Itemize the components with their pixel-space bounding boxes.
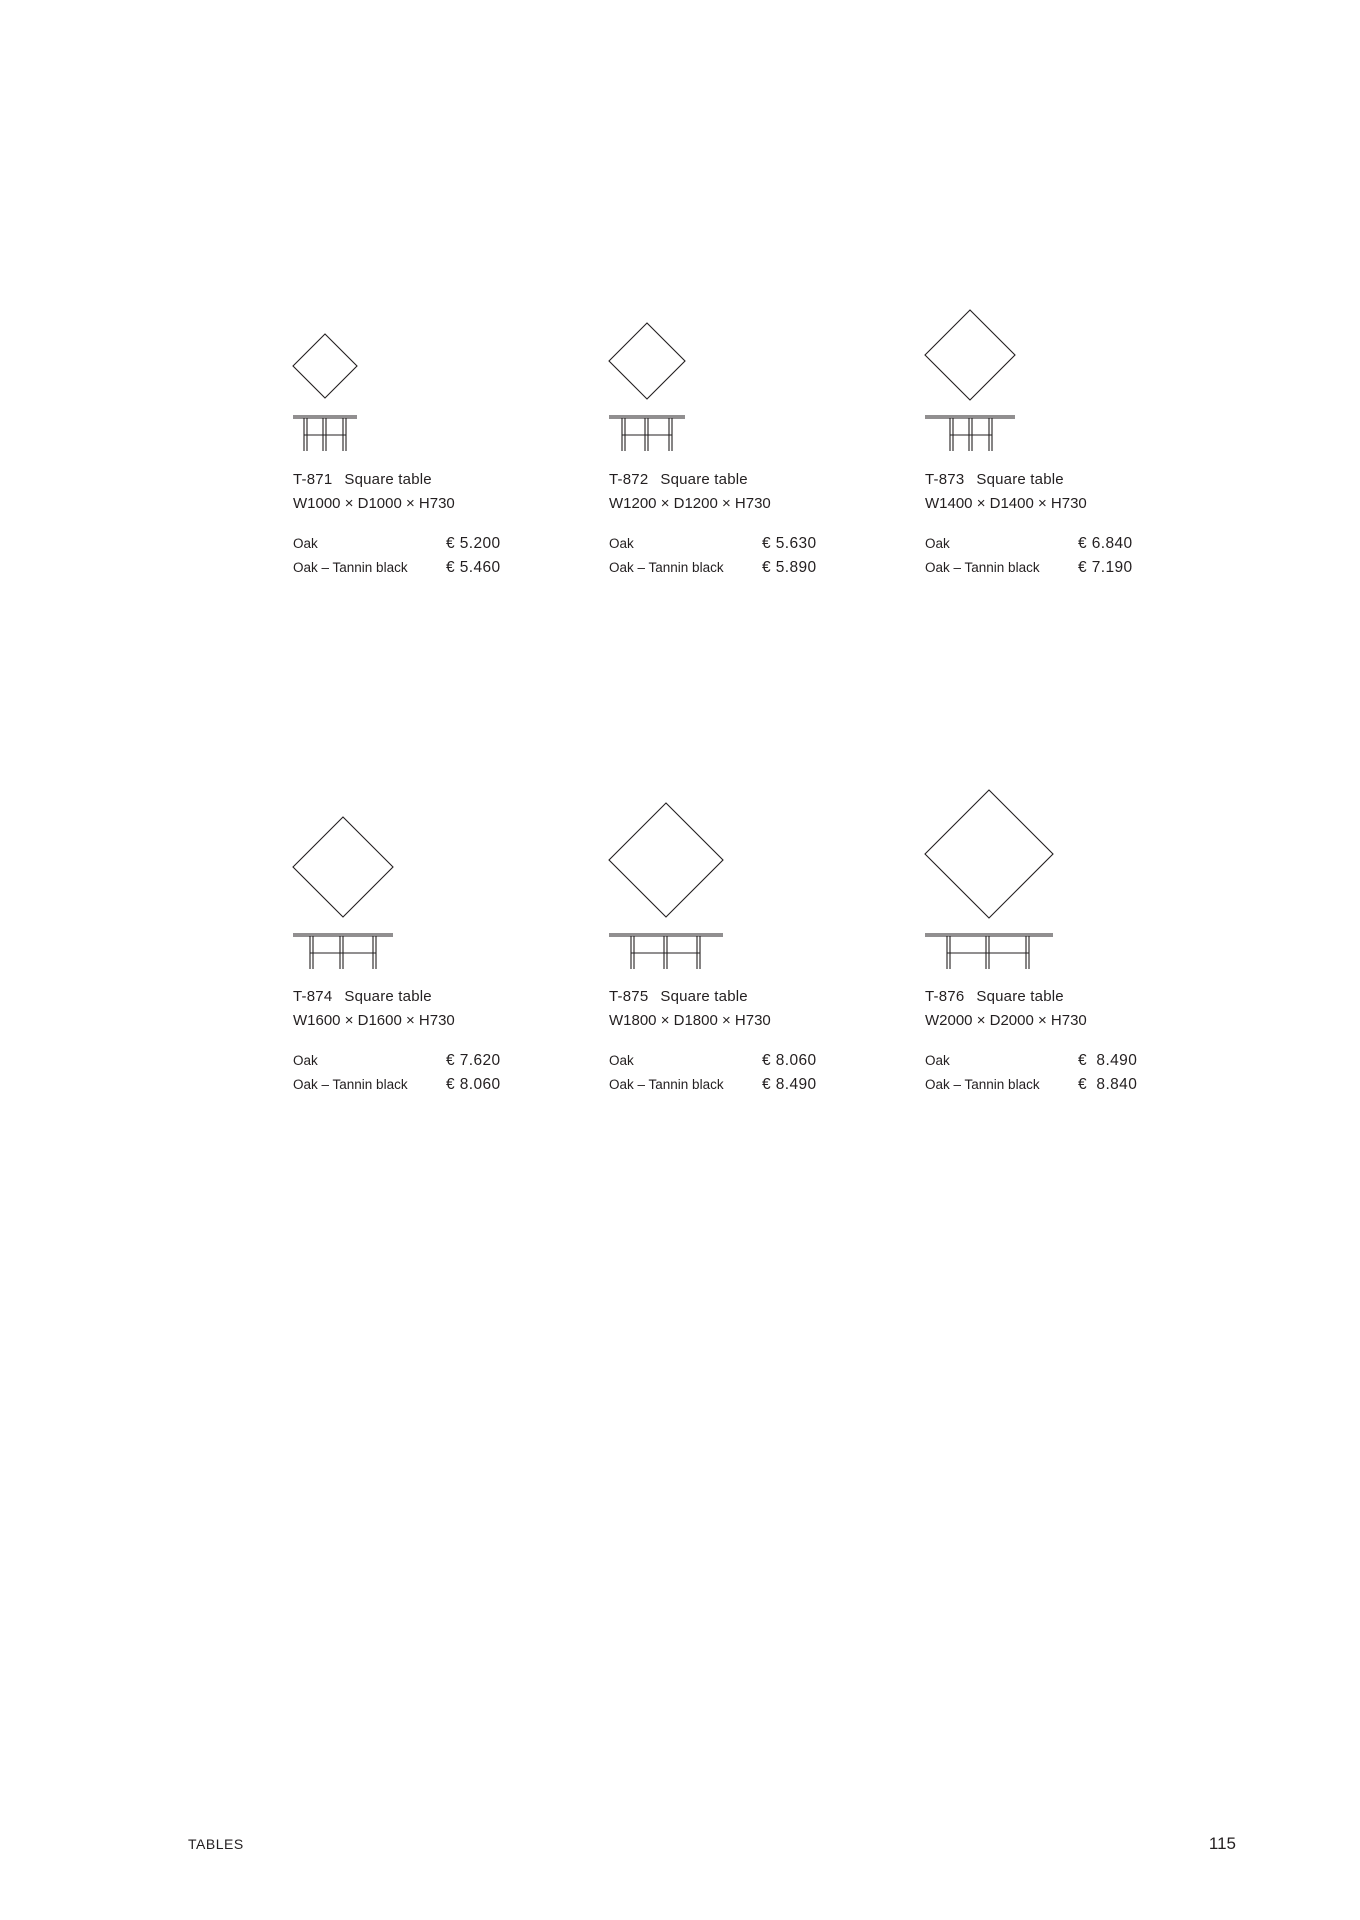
price-row: [925, 556, 1185, 580]
price-row: [293, 532, 553, 556]
price-row: [925, 1049, 1185, 1073]
product-code: T-875: [609, 988, 649, 1005]
product-code: T-876: [925, 988, 965, 1005]
table-drawing: [293, 817, 399, 973]
price-value: € 5.200: [446, 535, 501, 552]
finish-label: Oak – Tannin black: [609, 560, 724, 575]
price-row: [609, 1073, 869, 1097]
finish-label: Oak – Tannin black: [925, 1077, 1040, 1092]
table-drawing: [925, 310, 1021, 455]
finish-label: Oak: [609, 536, 634, 551]
product-name: Square table: [976, 471, 1064, 488]
finish-label: Oak: [609, 1053, 634, 1068]
table-drawing: [293, 334, 363, 454]
section-label: TABLES: [188, 1836, 244, 1852]
finish-label: Oak – Tannin black: [293, 560, 408, 575]
product-code: T-874: [293, 988, 333, 1005]
finish-label: Oak: [293, 1053, 318, 1068]
finish-label: Oak – Tannin black: [925, 560, 1040, 575]
product-dimensions: W1600 × D1600 × H730: [293, 1012, 455, 1029]
product-dimensions: W1400 × D1400 × H730: [925, 495, 1087, 512]
price-row: [609, 556, 869, 580]
price-row: [925, 532, 1185, 556]
product-dimensions: W2000 × D2000 × H730: [925, 1012, 1087, 1029]
product-code: T-872: [609, 471, 649, 488]
product-code: T-871: [293, 471, 333, 488]
finish-label: Oak: [925, 1053, 950, 1068]
price-value: € 8.490: [762, 1076, 817, 1093]
table-drawing: [609, 803, 729, 973]
price-row: [293, 556, 553, 580]
price-value: € 8.060: [762, 1052, 817, 1069]
product-name: Square table: [660, 471, 748, 488]
price-value: € 8.490: [1078, 1052, 1138, 1069]
price-value: € 8.840: [1078, 1076, 1138, 1093]
finish-label: Oak – Tannin black: [609, 1077, 724, 1092]
table-drawing: [925, 790, 1059, 974]
product-dimensions: W1000 × D1000 × H730: [293, 495, 455, 512]
price-row: [609, 532, 869, 556]
table-drawing: [609, 323, 689, 453]
product-name: Square table: [344, 471, 432, 488]
price-row: [609, 1049, 869, 1073]
product-name: Square table: [344, 988, 432, 1005]
product-name: Square table: [976, 988, 1064, 1005]
price-value: € 5.460: [446, 559, 501, 576]
price-row: [293, 1049, 553, 1073]
price-value: € 6.840: [1078, 535, 1133, 552]
product-code: T-873: [925, 471, 965, 488]
page-number: 115: [1208, 1834, 1236, 1853]
finish-label: Oak: [293, 536, 318, 551]
product-dimensions: W1200 × D1200 × H730: [609, 495, 771, 512]
finish-label: Oak – Tannin black: [293, 1077, 408, 1092]
product-dimensions: W1800 × D1800 × H730: [609, 1012, 771, 1029]
price-value: € 8.060: [446, 1076, 501, 1093]
product-name: Square table: [660, 988, 748, 1005]
finish-label: Oak: [925, 536, 950, 551]
price-value: € 5.890: [762, 559, 817, 576]
price-row: [925, 1073, 1185, 1097]
price-value: € 7.190: [1078, 559, 1133, 576]
price-value: € 7.620: [446, 1052, 501, 1069]
price-value: € 5.630: [762, 535, 817, 552]
price-row: [293, 1073, 553, 1097]
